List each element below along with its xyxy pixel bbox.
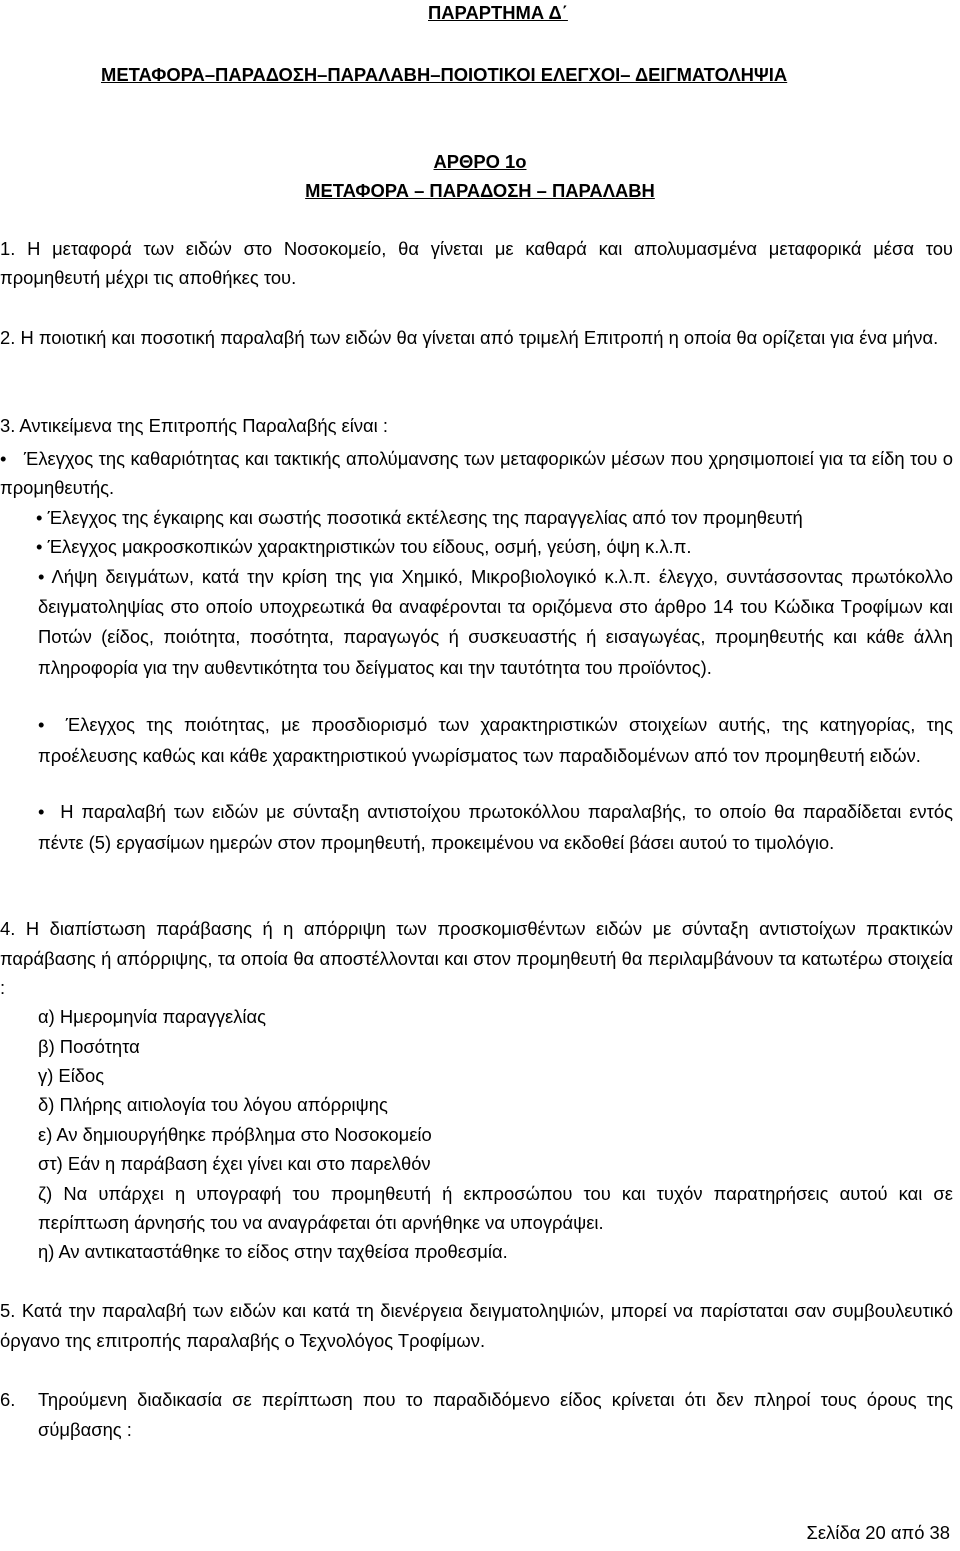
bullet-sampling bbox=[38, 562, 953, 683]
article-title: ΜΕΤΑΦΟΡΑ – ΠΑΡΑΔΟΣΗ – ΠΑΡΑΛΑΒΗ bbox=[305, 180, 655, 201]
paragraph-3-intro: 3. Αντικείμενα της Επιτροπής Παραλαβής είναι : bbox=[0, 415, 388, 436]
article-number: ΑΡΘΡΟ 1ο bbox=[433, 151, 527, 172]
bullet-receipt bbox=[38, 797, 953, 858]
bullet-text: Έλεγχος της καθαριότητας και τακτικής απολύμανσης των μεταφορικών μέσων που χρησιμοποιεί για τα είδη του ο προμηθευτής. bbox=[0, 448, 953, 498]
list-item: ε) Αν δημιουργήθηκε πρόβλημα στο Νοσοκομείο bbox=[38, 1124, 432, 1145]
page-number-footer: Σελίδα 20 από 38 bbox=[806, 1522, 950, 1543]
bullet-text: Έλεγχος της ποιότητας, με προσδιορισμό των χαρακτηριστικών στοιχείων αυτής, της κατηγορίας, της προέλευσης καθώς και κάθε χαρακτηριστικού γνωρίσματος των παραδιδομένων από τον προμηθευτή ειδών. bbox=[38, 714, 953, 766]
list-item: δ) Πλήρης αιτιολογία του λόγου απόρριψης bbox=[38, 1094, 388, 1115]
bullet-text: Έλεγχος της έγκαιρης και σωστής ποσοτικά εκτέλεσης της παραγγελίας από τον προμηθευτή bbox=[47, 507, 803, 528]
bullet-icon: • bbox=[0, 448, 7, 469]
paragraph-6-number: 6. bbox=[0, 1389, 16, 1410]
list-item: ζ) Να υπάρχει η υπογραφή του προμηθευτή ή εκπροσώπου του και τυχόν παρατηρήσεις αυτού και σε περίπτωση άρνησής του να αναγράφεται ότι αρνήθηκε να υπογράψει. bbox=[38, 1183, 953, 1233]
bullet-text: Έλεγχος μακροσκοπικών χαρακτηριστικών του είδους, οσμή, γεύση, όψη κ.λ.π. bbox=[47, 536, 692, 557]
bullet-icon: • bbox=[38, 801, 45, 822]
main-title: ΜΕΤΑΦΟΡΑ–ΠΑΡΑΔΟΣΗ–ΠΑΡΑΛΑΒΗ–ΠΟΙΟΤΙΚΟΙ ΕΛΕΓΧΟΙ– ΔΕΙΓΜΑΤΟΛΗΨΙΑ bbox=[101, 64, 788, 85]
appendix-title: ΠΑΡΑΡΤΗΜΑ Δ΄ bbox=[428, 2, 568, 23]
bullet-icon: • bbox=[36, 507, 43, 528]
list-item: η) Αν αντικαταστάθηκε το είδος στην ταχθείσα προθεσμία. bbox=[38, 1241, 508, 1262]
paragraph-2: 2. Η ποιοτική και ποσοτική παραλαβή των ειδών θα γίνεται από τριμελή Επιτροπή η οποία θα ορίζεται για ένα μήνα. bbox=[0, 327, 939, 348]
list-item: β) Ποσότητα bbox=[38, 1036, 140, 1057]
bullet-quality bbox=[38, 710, 953, 771]
bullet-macroscopic bbox=[36, 532, 960, 562]
paragraph-5: 5. Κατά την παραλαβή των ειδών και κατά τη διενέργεια δειγματοληψιών, μπορεί να παρίσταται σαν συμβουλευτικό όργανο της επιτροπής παραλαβής ο Τεχνολόγος Τροφίμων. bbox=[0, 1300, 953, 1351]
list-item: γ) Είδος bbox=[38, 1065, 105, 1086]
paragraph-1: 1. Η μεταφορά των ειδών στο Νοσοκομείο, θα γίνεται με καθαρά και απολυμασμένα μεταφορικά μέσα του προμηθευτή μέχρι τις αποθήκες του. bbox=[0, 238, 953, 288]
bullet-timely-order bbox=[36, 503, 960, 533]
list-item: α) Ημερομηνία παραγγελίας bbox=[38, 1006, 266, 1027]
bullet-cleanliness bbox=[0, 444, 953, 502]
paragraph-4-intro: 4. Η διαπίστωση παράβασης ή η απόρριψη των προσκομισθέντων ειδών με σύνταξη αντιστοίχων πρακτικών παράβασης ή απόρριψης, τα οποία θα αποστέλλονται και στον προμηθευτή θα περιλαμβάνουν τα κατωτέρω στοιχεία : bbox=[0, 918, 953, 998]
bullet-icon: • bbox=[36, 536, 43, 557]
paragraph-6-text: Τηρούμενη διαδικασία σε περίπτωση που το παραδιδόμενο είδος κρίνεται ότι δεν πληροί τους όρους της σύμβασης : bbox=[38, 1389, 953, 1440]
list-item: στ) Εάν η παράβαση έχει γίνει και στο παρελθόν bbox=[38, 1153, 431, 1174]
bullet-icon: • bbox=[38, 714, 45, 735]
bullet-text: Η παραλαβή των ειδών με σύνταξη αντιστοίχου πρωτοκόλλου παραλαβής, το οποίο θα παραδίδεται εντός πέντε (5) εργασίμων ημερών στον προμηθευτή, προκειμένου να εκδοθεί βάσει αυτού το τιμολόγιο. bbox=[38, 801, 953, 853]
bullet-text: Λήψη δειγμάτων, κατά την κρίση της για Χημικό, Μικροβιολογικό κ.λ.π. έλεγχο, συντάσσοντας πρωτόκολλο δειγματοληψίας στο οποίο υποχρεωτικά θα αναφέρονται τα οριζόμενα στο άρθρο 14 του Κώδικα Τροφίμων και Ποτών (είδος, ποιότητα, ποσότητα, παραγωγός ή συσκευαστής ή εισαγωγέας, προμηθευτής και κάθε άλλη πληροφορία για την αυθεντικότητα του δείγματος και την ταυτότητα του προϊόντος). bbox=[38, 566, 953, 678]
bullet-icon: • bbox=[38, 566, 45, 587]
